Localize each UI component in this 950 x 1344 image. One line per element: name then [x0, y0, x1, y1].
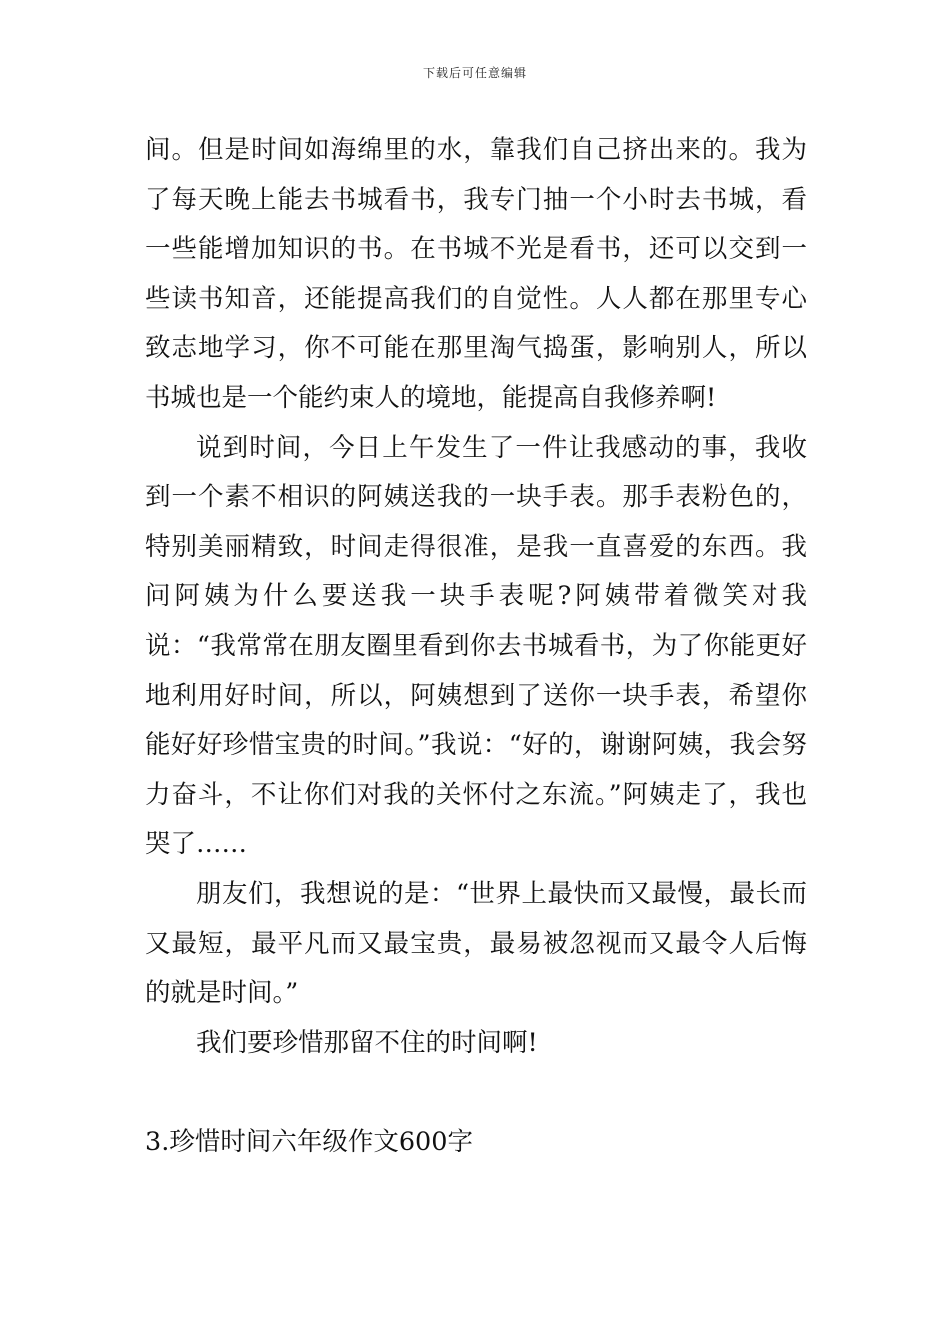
paragraph-2: 说到时间，今日上午发生了一件让我感动的事，我收到一个素不相识的阿姨送我的一块手表。那手表粉色的，特别美丽精致，时间走得很准，是我一直喜爱的东西。我问阿姨为什么要送我一块手表呢?阿姨带着微笑对我说：“我常常在朋友圈里看到你去书城看书，为了你能更好地利用好时间，所以，阿姨想到了送你一块手表，希望你能好好珍惜宝贵的时间。”我说：“好的，谢谢阿姨，我会努力奋斗，不让你们对我的关怀付之东流。”阿姨走了，我也哭了……	[145, 432, 807, 860]
document-body	[145, 126, 807, 1167]
paragraph-3: 朋友们，我想说的是：“世界上最快而又最慢，最长而又最短，最平凡而又最宝贵，最易被忽视而又最令人后悔的就是时间。”	[145, 878, 807, 1009]
paragraph-spacer	[145, 1068, 807, 1118]
paragraph-4: 我们要珍惜那留不住的时间啊!	[196, 1027, 538, 1058]
paragraph-1: 间。但是时间如海绵里的水，靠我们自己挤出来的。我为了每天晚上能去书城看书，我专门抽一个小时去书城，看一些能增加知识的书。在书城不光是看书，还可以交到一些读书知音，还能提高我们的自觉性。人人都在那里专心致志地学习，你不可能在那里淘气捣蛋，影响别人，所以书城也是一个能约束人的境地，能提高自我修养啊!	[145, 135, 807, 413]
section-title: 3.珍惜时间六年级作文600字	[145, 1126, 474, 1157]
page-header: 下载后可任意编辑	[422, 66, 527, 80]
